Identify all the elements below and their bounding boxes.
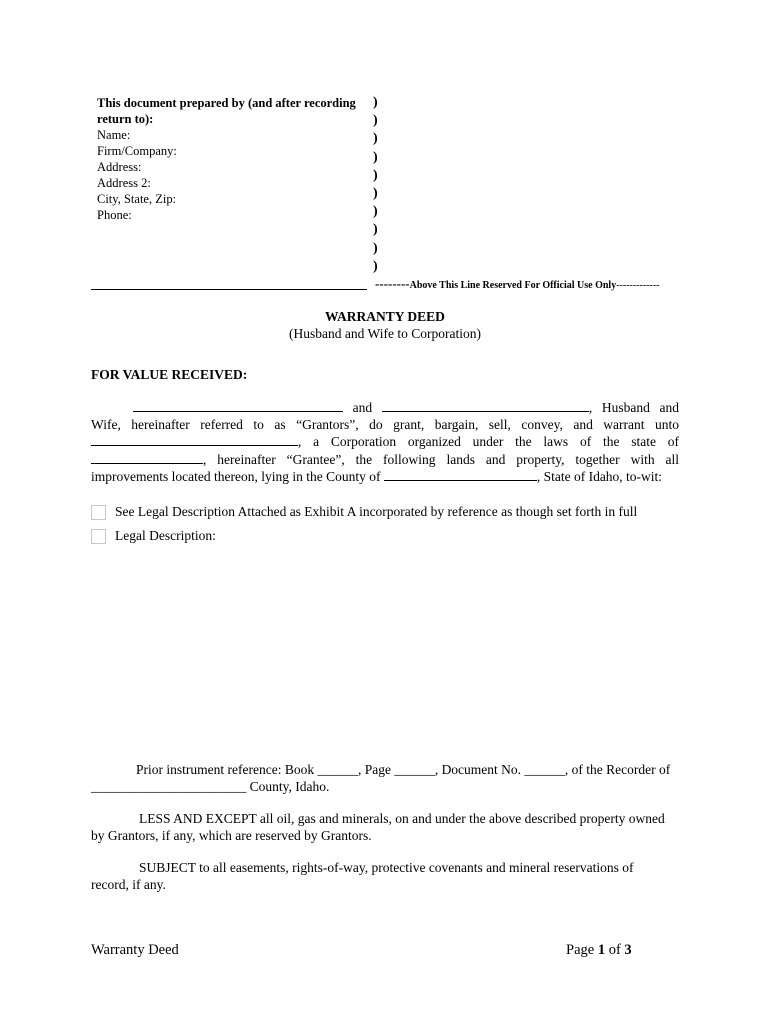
prior-instrument-paragraph (91, 762, 679, 795)
less-except-line2: by Grantors, if any, which are reserved by Grantors. (91, 827, 372, 843)
prepared-by-title-line2: return to): (97, 112, 154, 126)
legal-description-checkbox[interactable] (91, 529, 106, 544)
reserved-text: Above This Line Reserved For Official Use Only (409, 280, 617, 291)
field-city-state-zip-label: City, State, Zip: (97, 192, 177, 206)
paren: ) (373, 113, 378, 129)
field-phone-label: Phone: (97, 208, 132, 222)
grant-line-2: Wife, hereinafter referred to as “Grantors”, do grant, bargain, sell, convey, and warrant unto (91, 416, 679, 432)
state-blank[interactable] (91, 451, 203, 464)
of-label: of (608, 942, 621, 958)
for-value-received: FOR VALUE RECEIVED: (91, 367, 248, 382)
field-address-label: Address: (97, 160, 142, 174)
page-label: Page (566, 942, 595, 958)
paren: ) (373, 240, 378, 256)
subject-to-line1: SUBJECT to all easements, rights-of-way, protective covenants and mineral reservations of (139, 860, 634, 875)
field-address2-label: Address 2: (97, 176, 151, 190)
prior-instrument-line1: Prior instrument reference: Book ______, Page ______, Document No. ______, of the Recorder of (136, 762, 671, 777)
grant-line-5 (91, 468, 679, 486)
subject-to-line2: record, if any. (91, 876, 166, 892)
county-blank[interactable] (384, 468, 537, 481)
legal-description-label: Legal Description: (115, 528, 216, 543)
exhibit-a-option[interactable] (91, 504, 637, 520)
footer-document-name: Warranty Deed (91, 942, 179, 958)
field-name-label: Name: (97, 128, 131, 142)
grant-line-3 (91, 433, 679, 451)
husband-and-text: , Husband and (588, 400, 679, 415)
paren: ) (373, 258, 378, 274)
document-title: WARRANTY DEED (325, 309, 445, 324)
paren: ) (373, 222, 378, 238)
grant-line-1 (91, 399, 679, 417)
paren: ) (373, 149, 378, 165)
prior-instrument-line2: _______________________ County, Idaho. (91, 778, 330, 794)
page-number: 1 (597, 942, 606, 958)
paren: ) (373, 131, 378, 147)
document-subtitle: (Husband and Wife to Corporation) (289, 326, 481, 341)
exhibit-a-label: See Legal Description Attached as Exhibit A incorporated by reference as though set forth in full (115, 504, 638, 519)
reserved-dashes-right: ------------- (616, 280, 660, 291)
prepared-by-title-line1: This document prepared by (and after recording (97, 96, 356, 110)
recording-divider-line (91, 289, 367, 290)
subject-to-paragraph (91, 860, 679, 893)
reserved-dashes-left: -------- (375, 276, 410, 291)
paren: ) (373, 167, 378, 183)
prepared-by-block (97, 95, 367, 223)
corporation-text: , a Corporation organized under the laws of the state of (298, 434, 679, 449)
grantee-text: , hereinafter “Grantee”, the following lands and property, together with all (203, 451, 679, 467)
paren-column (373, 94, 378, 276)
paren: ) (373, 204, 378, 220)
footer-page-indicator (566, 942, 632, 959)
grantor1-blank[interactable] (133, 399, 343, 412)
and-text: and (352, 400, 373, 415)
grantee-blank[interactable] (91, 433, 298, 446)
legal-description-option[interactable] (91, 528, 216, 544)
less-except-paragraph (91, 811, 679, 844)
exhibit-a-checkbox[interactable] (91, 505, 106, 520)
grant-paragraph (91, 399, 679, 486)
grantor2-blank[interactable] (382, 399, 589, 412)
field-firm-label: Firm/Company: (97, 144, 177, 158)
paren: ) (373, 186, 378, 202)
official-use-line (375, 276, 660, 292)
state-of-idaho-text: , State of Idaho, to-wit: (536, 469, 663, 484)
less-except-line1: LESS AND EXCEPT all oil, gas and minerals, on and under the above described property owned (139, 811, 665, 826)
county-prefix-text: improvements located thereon, lying in the County of (91, 469, 381, 484)
page-total: 3 (624, 942, 632, 958)
paren: ) (373, 95, 378, 110)
grant-line-4 (91, 451, 679, 469)
